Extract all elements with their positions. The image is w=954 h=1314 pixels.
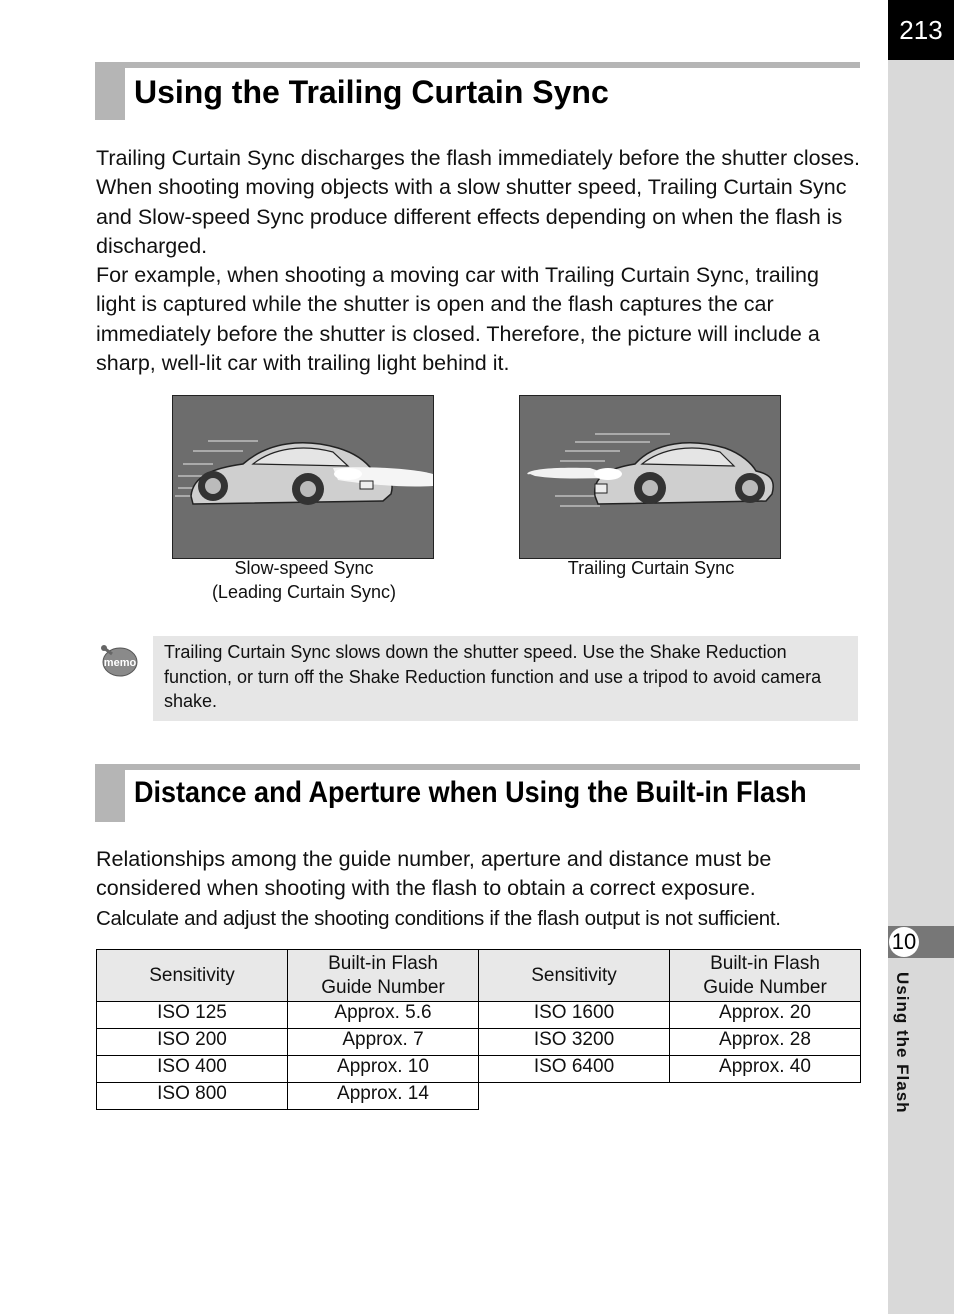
table-cell: Approx. 7 <box>288 1029 479 1056</box>
body-paragraph: Relationships among the guide number, aperture and distance must be considered when shooting with the flash to obtain a correct exposure. <box>96 847 772 901</box>
caption-line: Trailing Curtain Sync <box>567 558 735 578</box>
memo-text: Trailing Curtain Sync slows down the shutter speed. Use the Shake Reduction function, or turn off the Shake Reduction function and use a tripod to avoid camera shake. <box>164 642 822 711</box>
table-cell-empty <box>479 1083 670 1110</box>
page-number: 213 <box>888 0 954 60</box>
trailing-curtain-sync-photo <box>519 395 781 559</box>
heading-bar-top <box>95 764 860 770</box>
figure-caption <box>519 556 783 580</box>
table-cell: ISO 125 <box>97 1002 288 1029</box>
column-header <box>670 950 861 1002</box>
table-cell: ISO 400 <box>97 1056 288 1083</box>
chapter-label: Using the Flash <box>893 972 912 1114</box>
section-title: Using the Trailing Curtain Sync <box>134 74 609 110</box>
section-heading-distance-aperture <box>95 764 860 822</box>
chapter-number-badge: 10 <box>889 927 919 957</box>
body-paragraph: Calculate and adjust the shooting conditions if the flash output is not sufficient. <box>96 906 781 930</box>
heading-bar-left <box>95 764 125 822</box>
column-header: Sensitivity <box>97 950 288 1002</box>
table-header-row <box>97 950 861 1002</box>
column-header: Sensitivity <box>479 950 670 1002</box>
table-cell: Approx. 5.6 <box>288 1002 479 1029</box>
chapter-sidebar <box>888 0 954 1314</box>
table-cell: Approx. 14 <box>288 1083 479 1110</box>
header-line: Guide Number <box>703 976 827 998</box>
caption-line: (Leading Curtain Sync) <box>211 582 397 602</box>
table-cell: ISO 3200 <box>479 1029 670 1056</box>
table-cell: Approx. 10 <box>288 1056 479 1083</box>
heading-bar-top <box>95 62 860 68</box>
memo-icon-label: memo <box>103 657 137 669</box>
section2-body <box>96 845 861 933</box>
heading-bar-left <box>95 62 125 120</box>
header-line: Guide Number <box>321 976 445 998</box>
column-header <box>288 950 479 1002</box>
caption-line: Slow-speed Sync <box>234 558 374 578</box>
header-line: Built-in Flash <box>328 952 438 974</box>
table-row <box>97 1029 861 1056</box>
slow-speed-sync-photo <box>172 395 434 559</box>
table-cell-empty <box>670 1083 861 1110</box>
table-cell: ISO 200 <box>97 1029 288 1056</box>
header-line: Built-in Flash <box>710 952 820 974</box>
memo-icon <box>98 640 140 680</box>
body-paragraph: For example, when shooting a moving car with Trailing Curtain Sync, trailing light is captured while the shutter is open and the flash captures the car immediately before the shutter is closed. Therefore, the picture will include a sharp, well-lit car with trailing light behind it. <box>96 263 820 376</box>
table-row <box>97 1002 861 1029</box>
section1-body <box>96 144 861 378</box>
table-cell: ISO 800 <box>97 1083 288 1110</box>
figure-caption <box>172 556 436 604</box>
table-row <box>97 1056 861 1083</box>
table-row <box>97 1083 861 1110</box>
table-cell: Approx. 20 <box>670 1002 861 1029</box>
table-cell: ISO 6400 <box>479 1056 670 1083</box>
body-paragraph: Trailing Curtain Sync discharges the flash immediately before the shutter closes. When shooting moving objects with a slow shutter speed, Trailing Curtain Sync and Slow-speed Sync produce different effects depending on when the flash is discharged. <box>96 146 861 258</box>
section-title: Distance and Aperture when Using the Built-in Flash <box>134 776 807 809</box>
table-cell: ISO 1600 <box>479 1002 670 1029</box>
section-heading-trailing-curtain <box>95 62 860 120</box>
guide-number-table <box>96 949 861 1110</box>
table-cell: Approx. 40 <box>670 1056 861 1083</box>
table-cell: Approx. 28 <box>670 1029 861 1056</box>
